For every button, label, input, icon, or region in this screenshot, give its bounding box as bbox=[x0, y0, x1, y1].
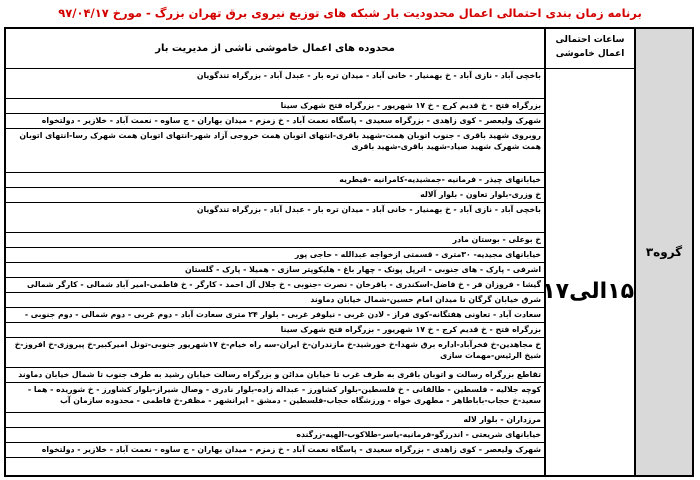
table-row: مرزداران - بلوار لاله bbox=[6, 413, 544, 428]
table-row: کوچه جلالیه - فلسطین - طالقانی - خ فلسطین-بلوار کشاورز - عبداله زاده-بلوار نادری - وصال شیراز-بلوار کشاورز - خ شوریده - هما - سعید-خ حجاب-باباطاهر - مطهری خواه - ورزشگاه حجاب-فلسطین - دمشق - ایرانشهر - مظفر-خ فاطمی - محدوده سازمان آب bbox=[6, 383, 544, 413]
hours-value: ۱۵الی۱۷ bbox=[542, 279, 634, 304]
table-row: اشرفی - پارک - های جنوبی - اترپل پونک - چهار باغ - هلیکوپتر سازی - همیلا - پارک - گلستان bbox=[6, 263, 544, 278]
table-row: باخچی آباد - نازی آباد - خ بهمنیار - خانی آباد - میدان تره بار - عبدل آباد - بزرگراه تندگویان bbox=[6, 203, 544, 233]
table-row: خیابانهای چیذر - فرمانیه -جمشیدیه-کامرانیه -قیطریه bbox=[6, 173, 544, 188]
table-row: خیابانهای مجیدیه- ۳۰متری - قسمتی ازخواجه عبدالله - حاجی پور bbox=[6, 248, 544, 263]
table-row: باخچی آباد - نازی آباد - خ بهمنیار - خانی آباد - میدان تره بار - عبدل آباد - بزرگراه تندگویان bbox=[6, 69, 544, 99]
group-label: گروه۳ bbox=[645, 245, 683, 259]
table-row: شرق خیابان گرگان تا میدان امام حسین-شمال خیابان دماوند bbox=[6, 293, 544, 308]
group-column bbox=[634, 29, 692, 475]
table-row: روبروی شهید باقری - جنوب اتوبان همت-شهید باقری-انتهای اتوبان همت خروجی آزاد شهر-انتهای اتوبان همت شهرک رسا-انتهای اتوبان همت شهرک شهید صیاد-شهید باقری-شهید باقری bbox=[6, 129, 544, 173]
table-row: شهرک ولیعصر - کوی زاهدی - بزرگراه سعیدی - پاسگاه نعمت آباد - خ زمزم - میدان بهاران - ج ساوه - نعمت آباد - خلازیر - دولتخواه bbox=[6, 114, 544, 129]
schedule-table bbox=[4, 27, 694, 477]
page-title: برنامه زمان بندی احتمالی اعمال محدودیت بار شبکه های توزیع نیروی برق تهران بزرگ - مورخ ۹۷/۰۴/۱۷ bbox=[58, 6, 642, 20]
areas-rows bbox=[6, 69, 544, 458]
table-row: خ وزری-بلوار تعاون - بلوار آلاله bbox=[6, 188, 544, 203]
table-row: خ مجاهدین-خ فخرآباد-اداره برق شهدا-خ خورشید-خ مازندران-خ ایران-سه راه خیام-خ ۱۷شهریور جنوبی-تونل امیرکبیر-خ پیروزی-خ افروز-خ شیخ الرئیس-مهمات سازی bbox=[6, 338, 544, 368]
table-row: بزرگراه فتح - خ قدیم کرج - خ ۱۷ شهریور - بزرگراه فتح شهرک سینا bbox=[6, 99, 544, 114]
areas-column bbox=[6, 29, 544, 475]
table-row: خ بوعلی - بوستان مادر bbox=[6, 233, 544, 248]
table-row: تقاطع بزرگراه رسالت و اتوبان باقری به طرف غرب تا خیابان مدائن و بزرگراه رسالت خیابان رشید به طرف جنوب تا شمال خیابان دماوند bbox=[6, 368, 544, 383]
table-row: خیابانهای شریعتی - اندرزگو-فرمانیه-یاسر-طلاکوب-الهیه-زرگنده bbox=[6, 428, 544, 443]
hours-column bbox=[544, 29, 634, 475]
hours-header: ساعات احتمالی اعمال خاموشی bbox=[546, 29, 634, 69]
table-row: گیشا - فروزان فر - خ فاضل-اسکندری - باقرخان - نصرت -جنوبی - خ جلال آل احمد - کارگر - خ فاطمی-امیر آباد شمالی - کارگر شمالی bbox=[6, 278, 544, 293]
table-row: بزرگراه فتح - خ قدیم کرج - خ ۱۷ شهریور - بزرگراه فتح شهرک سینا bbox=[6, 323, 544, 338]
areas-header: محدوده های اعمال خاموشی ناشی از مدیریت بار bbox=[6, 29, 544, 69]
table-row: شهرک ولیعصر - کوی زاهدی - بزرگراه سعیدی - پاسگاه نعمت آباد - خ زمزم - میدان بهاران - ج ساوه - نعمت آباد - خلازیر - دولتخواه bbox=[6, 443, 544, 458]
table-row: سعادت آباد - تعاونی هفتگانه-کوی فراز - لادن غربی - نیلوفر غربی - بلوار ۲۴ متری سعادت آباد - دوم غربی - دوم شمالی - دوم جنوبی - bbox=[6, 308, 544, 323]
